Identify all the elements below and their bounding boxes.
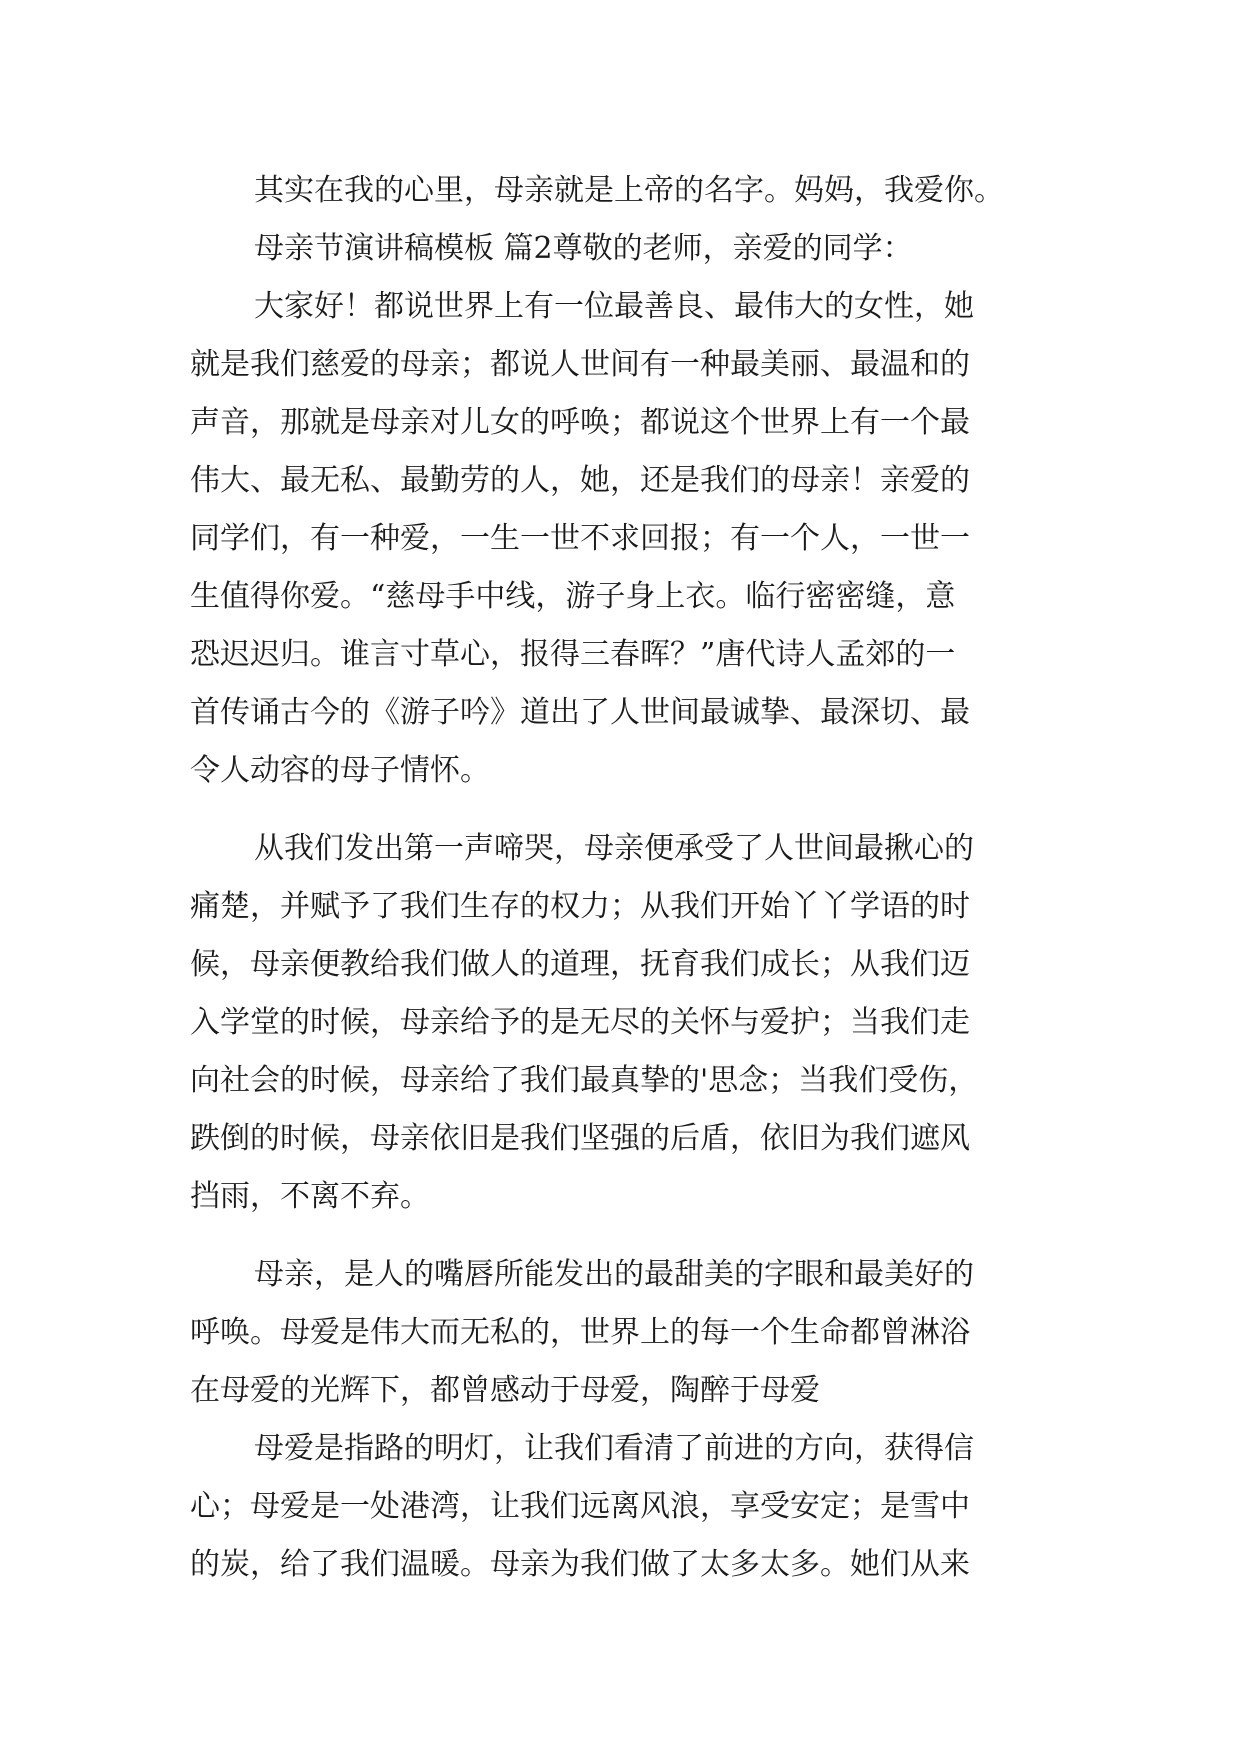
text-line: 跌倒的时候，母亲依旧是我们坚强的后盾，依旧为我们遮风 [190,1121,970,1156]
text-line: 的炭，给了我们温暖。母亲为我们做了太多太多。她们从来 [190,1547,970,1582]
text-line: 声音，那就是母亲对儿女的呼唤；都说这个世界上有一个最 [190,405,970,440]
text-line: 向社会的时候，母亲给了我们最真挚的'思念；当我们受伤， [190,1063,979,1098]
text-line: 从我们发出第一声啼哭，母亲便承受了人世间最揪心的 [254,831,974,866]
text-line: 候，母亲便教给我们做人的道理，抚育我们成长；从我们迈 [190,947,970,982]
text-line: 挡雨，不离不弃。 [190,1179,430,1214]
text-line: 母爱是指路的明灯，让我们看清了前进的方向，获得信 [254,1431,974,1466]
text-line: 其实在我的心里，母亲就是上帝的名字。妈妈，我爱你。 [254,173,1004,208]
text-line: 入学堂的时候，母亲给予的是无尽的关怀与爱护；当我们走 [190,1005,970,1040]
text-line: 恐迟迟归。谁言寸草心，报得三春晖？”唐代诗人孟郊的一 [190,637,956,672]
text-line: 母亲，是人的嘴唇所能发出的最甜美的字眼和最美好的 [254,1257,974,1292]
text-line: 就是我们慈爱的母亲；都说人世间有一种最美丽、最温和的 [190,347,970,382]
text-line: 痛楚，并赋予了我们生存的权力；从我们开始丫丫学语的时 [190,889,970,924]
paragraph-gap [190,800,1070,820]
text-line: 令人动容的母子情怀。 [190,753,490,788]
document-body [190,162,1070,1594]
text-line: 首传诵古今的《游子吟》道出了人世间最诚挚、最深切、最 [190,695,970,730]
text-line: 同学们，有一种爱，一生一世不求回报；有一个人，一世一 [190,521,970,556]
text-line: 伟大、最无私、最勤劳的人，她，还是我们的母亲！亲爱的 [190,463,970,498]
text-line: 心；母爱是一处港湾，让我们远离风浪，享受安定；是雪中 [190,1489,970,1524]
text-line: 在母爱的光辉下，都曾感动于母爱，陶醉于母爱 [190,1373,820,1408]
text-line: 生值得你爱。“慈母手中线，游子身上衣。临行密密缝，意 [190,579,956,614]
text-line: 母亲节演讲稿模板 篇2尊敬的老师，亲爱的同学： [254,231,913,266]
paragraph-gap [190,1226,1070,1246]
text-line: 大家好！都说世界上有一位最善良、最伟大的女性，她 [254,289,974,324]
text-line: 呼唤。母爱是伟大而无私的，世界上的每一个生命都曾淋浴 [190,1315,970,1350]
